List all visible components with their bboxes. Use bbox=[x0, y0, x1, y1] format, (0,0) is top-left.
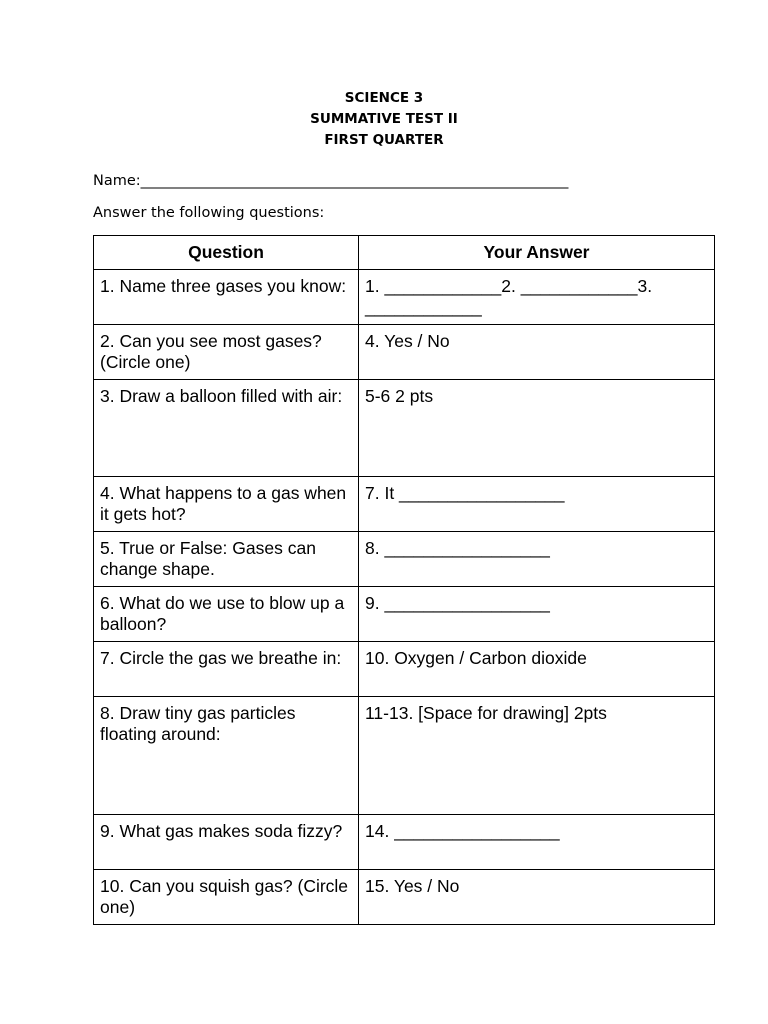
answer-cell: 9. _________________ bbox=[359, 587, 715, 642]
question-cell: 2. Can you see most gases? (Circle one) bbox=[94, 325, 359, 380]
table-row bbox=[94, 270, 715, 325]
table-row bbox=[94, 380, 715, 477]
table-row bbox=[94, 697, 715, 815]
answer-cell: 15. Yes / No bbox=[359, 870, 715, 925]
table-row bbox=[94, 870, 715, 925]
question-cell: 3. Draw a balloon filled with air: bbox=[94, 380, 359, 477]
answer-cell: 1. ____________2. ____________3. ____________ bbox=[359, 270, 715, 325]
question-cell: 6. What do we use to blow up a balloon? bbox=[94, 587, 359, 642]
question-cell: 9. What gas makes soda fizzy? bbox=[94, 815, 359, 870]
question-cell: 4. What happens to a gas when it gets hot? bbox=[94, 477, 359, 532]
answer-cell: 10. Oxygen / Carbon dioxide bbox=[359, 642, 715, 697]
table-row bbox=[94, 325, 715, 380]
question-column-header: Question bbox=[94, 236, 359, 270]
answer-cell: 8. _________________ bbox=[359, 532, 715, 587]
question-cell: 8. Draw tiny gas particles floating around: bbox=[94, 697, 359, 815]
answer-column-header: Your Answer bbox=[359, 236, 715, 270]
answer-cell: 14. _________________ bbox=[359, 815, 715, 870]
answer-cell: 4. Yes / No bbox=[359, 325, 715, 380]
test-title: SUMMATIVE TEST II bbox=[310, 111, 458, 127]
name-field-line: Name:___________________________________________________________ bbox=[93, 173, 569, 189]
table-row bbox=[94, 532, 715, 587]
question-cell: 1. Name three gases you know: bbox=[94, 270, 359, 325]
question-cell: 7. Circle the gas we breathe in: bbox=[94, 642, 359, 697]
table-row bbox=[94, 815, 715, 870]
table-row bbox=[94, 642, 715, 697]
instructions-text: Answer the following questions: bbox=[93, 205, 325, 221]
answer-cell: 11-13. [Space for drawing] 2pts bbox=[359, 697, 715, 815]
document-header bbox=[0, 88, 768, 151]
table-row bbox=[94, 587, 715, 642]
subject-title: SCIENCE 3 bbox=[344, 90, 424, 106]
quarter-title: FIRST QUARTER bbox=[324, 132, 444, 148]
table-row bbox=[94, 477, 715, 532]
question-cell: 10. Can you squish gas? (Circle one) bbox=[94, 870, 359, 925]
answer-cell: 7. It _________________ bbox=[359, 477, 715, 532]
question-cell: 5. True or False: Gases can change shape. bbox=[94, 532, 359, 587]
table-header-row bbox=[94, 236, 715, 270]
answer-cell: 5-6 2 pts bbox=[359, 380, 715, 477]
question-table bbox=[93, 235, 715, 925]
